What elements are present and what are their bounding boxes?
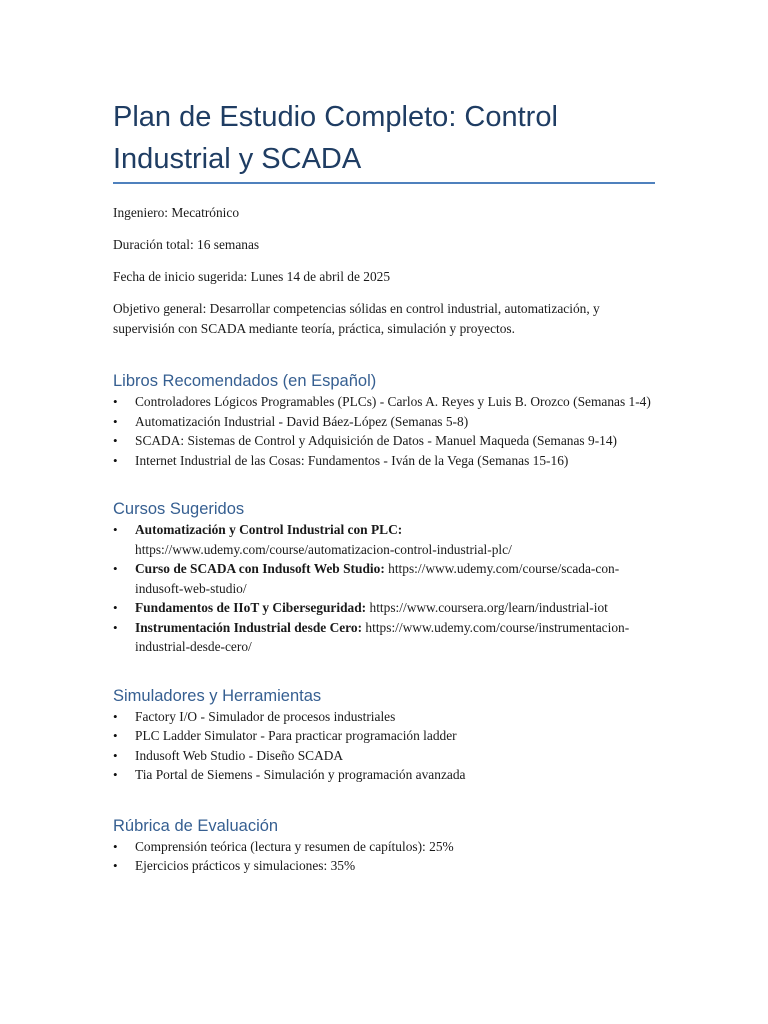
list-item: • Comprensión teórica (lectura y resumen de capítulos): 25% bbox=[113, 837, 655, 857]
list-item: • PLC Ladder Simulator - Para practicar programación ladder bbox=[113, 726, 655, 746]
list-item bbox=[113, 559, 655, 598]
heading-libros: Libros Recomendados (en Español) bbox=[113, 372, 377, 390]
course-url[interactable]: https://www.coursera.org/learn/industrial-iot bbox=[369, 600, 608, 615]
heading-simuladores: Simuladores y Herramientas bbox=[113, 686, 322, 705]
list-item: • Ejercicios prácticos y simulaciones: 35% bbox=[113, 856, 655, 876]
meta-ingeniero: Ingeniero: Mecatrónico bbox=[113, 205, 240, 220]
list-item bbox=[113, 618, 655, 657]
list-item: • Tia Portal de Siemens - Simulación y programación avanzada bbox=[113, 765, 655, 785]
course-name: Curso de SCADA con Indusoft Web Studio: bbox=[135, 561, 385, 576]
course-name: Instrumentación Industrial desde Cero: bbox=[135, 619, 363, 635]
list-libros bbox=[113, 392, 655, 470]
course-name: Automatización y Control Industrial con PLC: bbox=[135, 522, 403, 537]
list-item bbox=[113, 520, 655, 559]
heading-rubrica: Rúbrica de Evaluación bbox=[113, 816, 279, 835]
title-underline bbox=[113, 182, 655, 184]
list-item: • SCADA: Sistemas de Control y Adquisición de Datos - Manuel Maqueda (Semanas 9-14) bbox=[113, 431, 655, 451]
list-item: • Automatización Industrial - David Báez-López (Semanas 5-8) bbox=[113, 412, 655, 432]
list-item: • Indusoft Web Studio - Diseño SCADA bbox=[113, 746, 655, 766]
list-item: • Internet Industrial de las Cosas: Fundamentos - Iván de la Vega (Semanas 15-16) bbox=[113, 451, 655, 471]
meta-objetivo: Objetivo general: Desarrollar competencias sólidas en control industrial, automatización, y supervisión con SCADA mediante teoría, práctica, simulación y proyectos. bbox=[113, 301, 600, 336]
list-simuladores bbox=[113, 707, 655, 785]
course-name: Fundamentos de IIoT y Ciberseguridad: bbox=[135, 600, 367, 615]
course-url[interactable]: https://www.udemy.com/course/scada-con-indusoft-web-studio/ bbox=[135, 561, 620, 596]
meta-duracion: Duración total: 16 semanas bbox=[113, 237, 260, 252]
heading-cursos: Cursos Sugeridos bbox=[113, 500, 245, 518]
list-cursos bbox=[113, 520, 655, 657]
list-item bbox=[113, 598, 655, 618]
list-item: • Controladores Lógicos Programables (PLCs) - Carlos A. Reyes y Luis B. Orozco (Semanas 1-4) bbox=[113, 392, 655, 412]
course-url[interactable]: https://www.udemy.com/course/instrumentacion-industrial-desde-cero/ bbox=[135, 619, 630, 654]
list-item: • Factory I/O - Simulador de procesos industriales bbox=[113, 707, 655, 727]
document-page bbox=[113, 96, 655, 876]
list-rubrica bbox=[113, 837, 655, 876]
meta-fecha-inicio: Fecha de inicio sugerida: Lunes 14 de abril de 2025 bbox=[113, 269, 391, 284]
course-url[interactable]: https://www.udemy.com/course/automatizacion-control-industrial-plc/ bbox=[135, 541, 512, 557]
document-title: Plan de Estudio Completo: Control Industrial y SCADA bbox=[113, 101, 558, 175]
